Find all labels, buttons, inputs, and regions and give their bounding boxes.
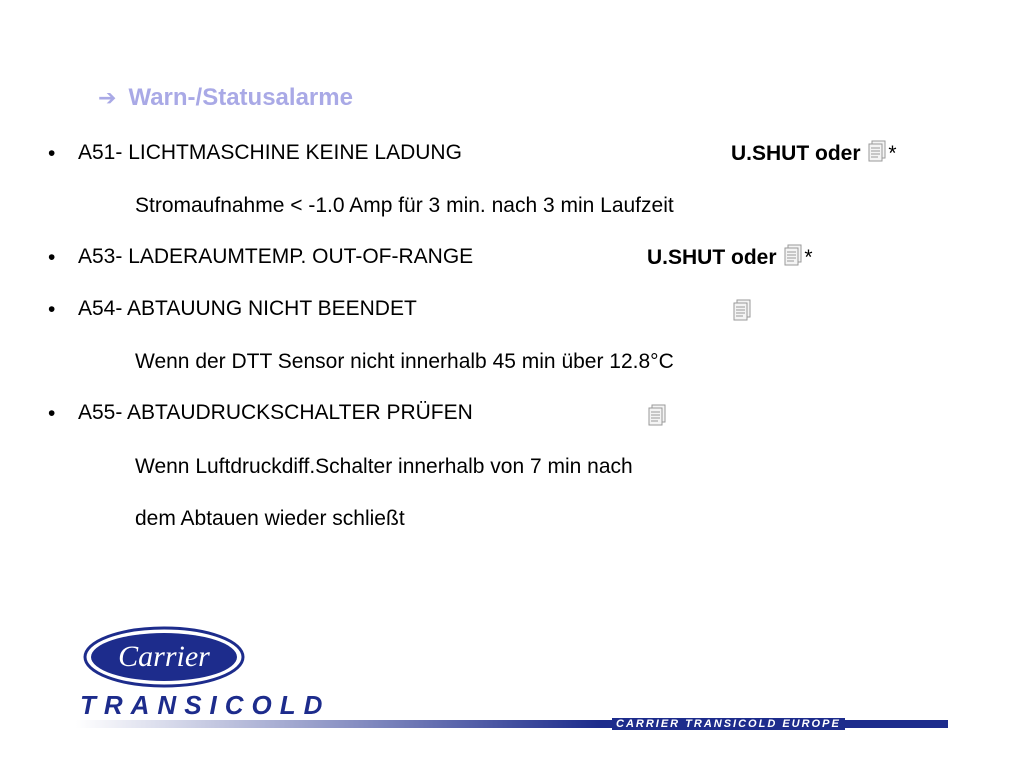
document-icon	[782, 244, 804, 268]
alarm-label-a51: A51- LICHTMASCHINE KEINE LADUNG	[78, 141, 462, 164]
document-icon	[646, 404, 668, 428]
alarm-detail-a55-line1: Wenn Luftdruckdiff.Schalter innerhalb von 7 min nach	[135, 455, 633, 478]
bullet-marker: •	[48, 142, 56, 165]
alarm-label-a54: A54- ABTAUUNG NICHT BEENDET	[78, 297, 417, 320]
right-arrow-icon: ➔	[98, 85, 117, 111]
slide-title	[98, 84, 353, 112]
alarm-action-a51	[731, 140, 897, 167]
alarm-detail-a51: Stromaufnahme < -1.0 Amp für 3 min. nach 3 min Laufzeit	[135, 194, 674, 217]
logo-product-text: TRANSICOLD	[80, 690, 331, 720]
document-icon	[866, 140, 888, 164]
alarm-detail-a54: Wenn der DTT Sensor nicht innerhalb 45 min über 12.8°C	[135, 350, 674, 373]
bullet-marker: •	[48, 246, 56, 269]
alarm-label-a55: A55- ABTAUDRUCKSCHALTER PRÜFEN	[78, 401, 473, 424]
bullet-marker: •	[48, 402, 56, 425]
asterisk: *	[804, 246, 813, 269]
slide-title-text: Warn-/Statusalarme	[128, 84, 353, 111]
footer-text: CARRIER TRANSICOLD EUROPE	[612, 718, 845, 730]
action-text: U.SHUT oder	[731, 142, 861, 165]
carrier-logo	[83, 626, 245, 688]
asterisk: *	[888, 142, 897, 165]
logo-brand-text: Carrier	[118, 640, 210, 673]
bullet-marker: •	[48, 298, 56, 321]
document-icon	[731, 299, 753, 323]
alarm-detail-a55-line2: dem Abtauen wieder schließt	[135, 507, 405, 530]
action-text: U.SHUT oder	[647, 246, 777, 269]
alarm-action-a53	[647, 244, 813, 271]
alarm-label-a53: A53- LADERAUMTEMP. OUT-OF-RANGE	[78, 245, 474, 268]
